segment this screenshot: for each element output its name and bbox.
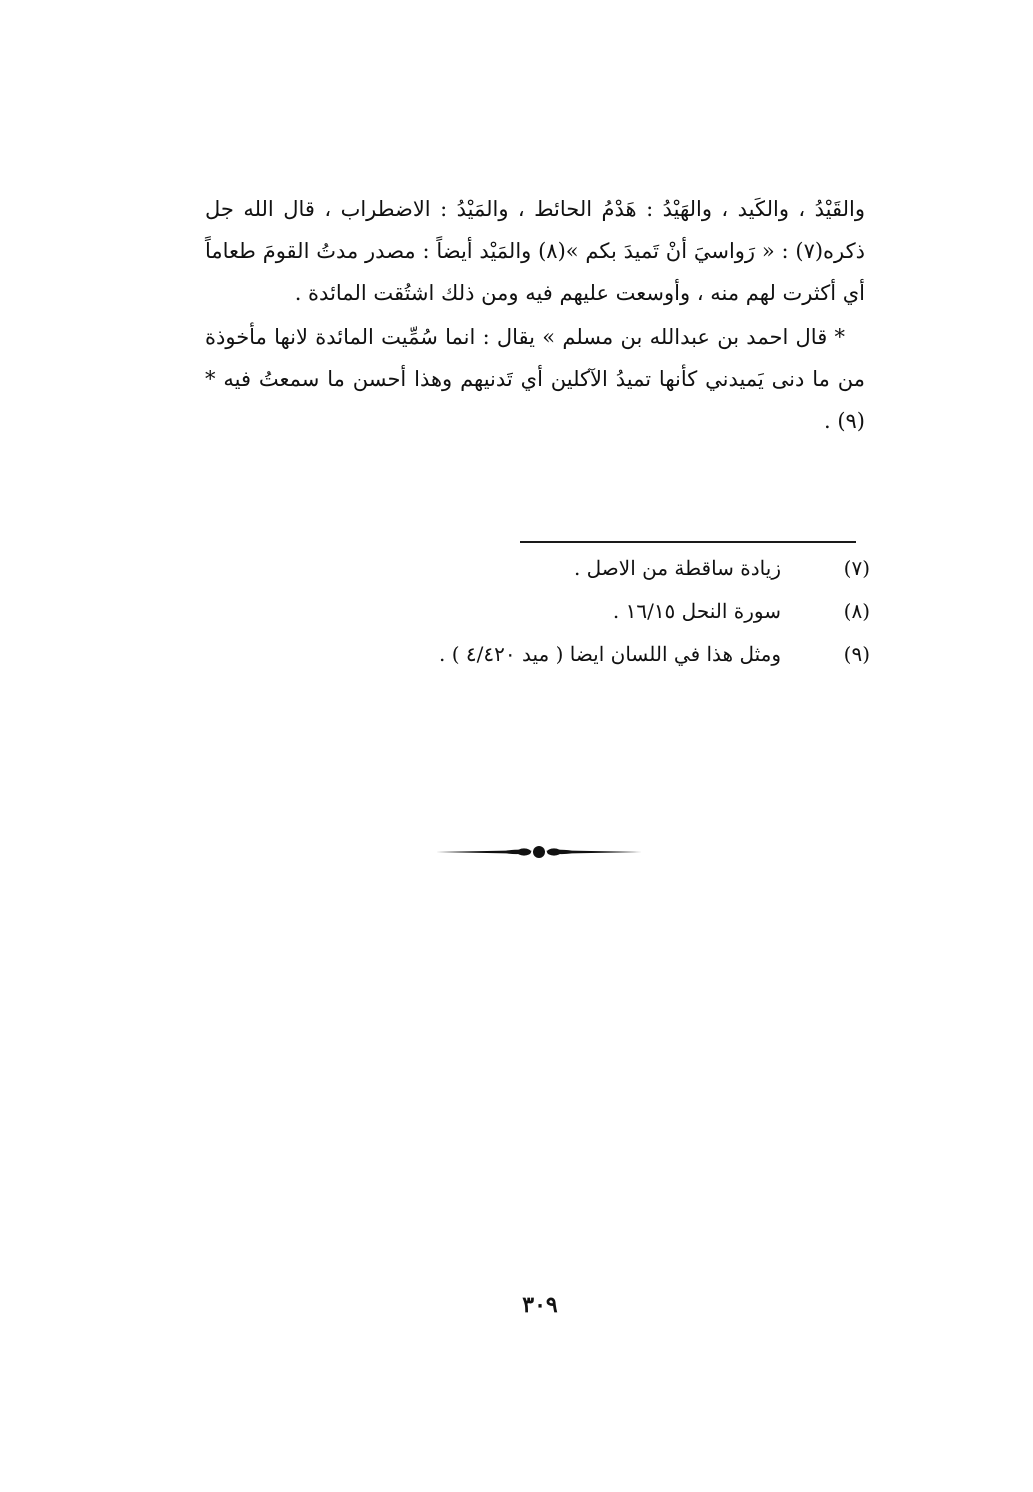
- footnote-separator-rule: [520, 541, 856, 543]
- footnotes-list: [340, 556, 870, 685]
- footnote-item: [340, 642, 870, 685]
- footnote-item: [340, 556, 870, 599]
- footnote-text: ومثل هذا في اللسان ايضا ( ميد ٤/٤٢٠ ) .: [439, 642, 781, 666]
- footnote-item: [340, 599, 870, 642]
- end-ornament-icon: [436, 842, 642, 862]
- footnote-text: زيادة ساقطة من الاصل .: [573, 556, 781, 580]
- footnote-number: (٩): [843, 642, 870, 666]
- paragraph-main: والقَيْدُ ، والكَيد ، والهَيْدُ : هَدْمُ الحائط ، والمَيْدُ : الاضطراب ، قال الله جل ذكره(٧) : « رَواسيَ أنْ تَميدَ بكم »(٨) والمَيْد أيضاً : مصدر مدتُ القومَ طعاماً أي أكثرت لهم منه ، وأوسعت عليهم فيه ومن ذلك اشتُقت المائدة .: [205, 197, 865, 305]
- page-number: ٣٠٩: [522, 1292, 558, 1318]
- footnote-number: (٧): [843, 556, 870, 580]
- main-text-block: [205, 188, 865, 442]
- footnote-number: (٨): [843, 599, 870, 623]
- paragraph-quote: * قال احمد بن عبدالله بن مسلم » يقال : انما سُمِّيت المائدة لانها مأخوذة من ما دنى يَميدني كأنها تميدُ الآكلين أي تَدنيهم وهذا أحسن ما سمعتُ فيه *(٩) .: [205, 325, 865, 433]
- footnote-text: سورة النحل ١٦/١٥ .: [612, 599, 781, 623]
